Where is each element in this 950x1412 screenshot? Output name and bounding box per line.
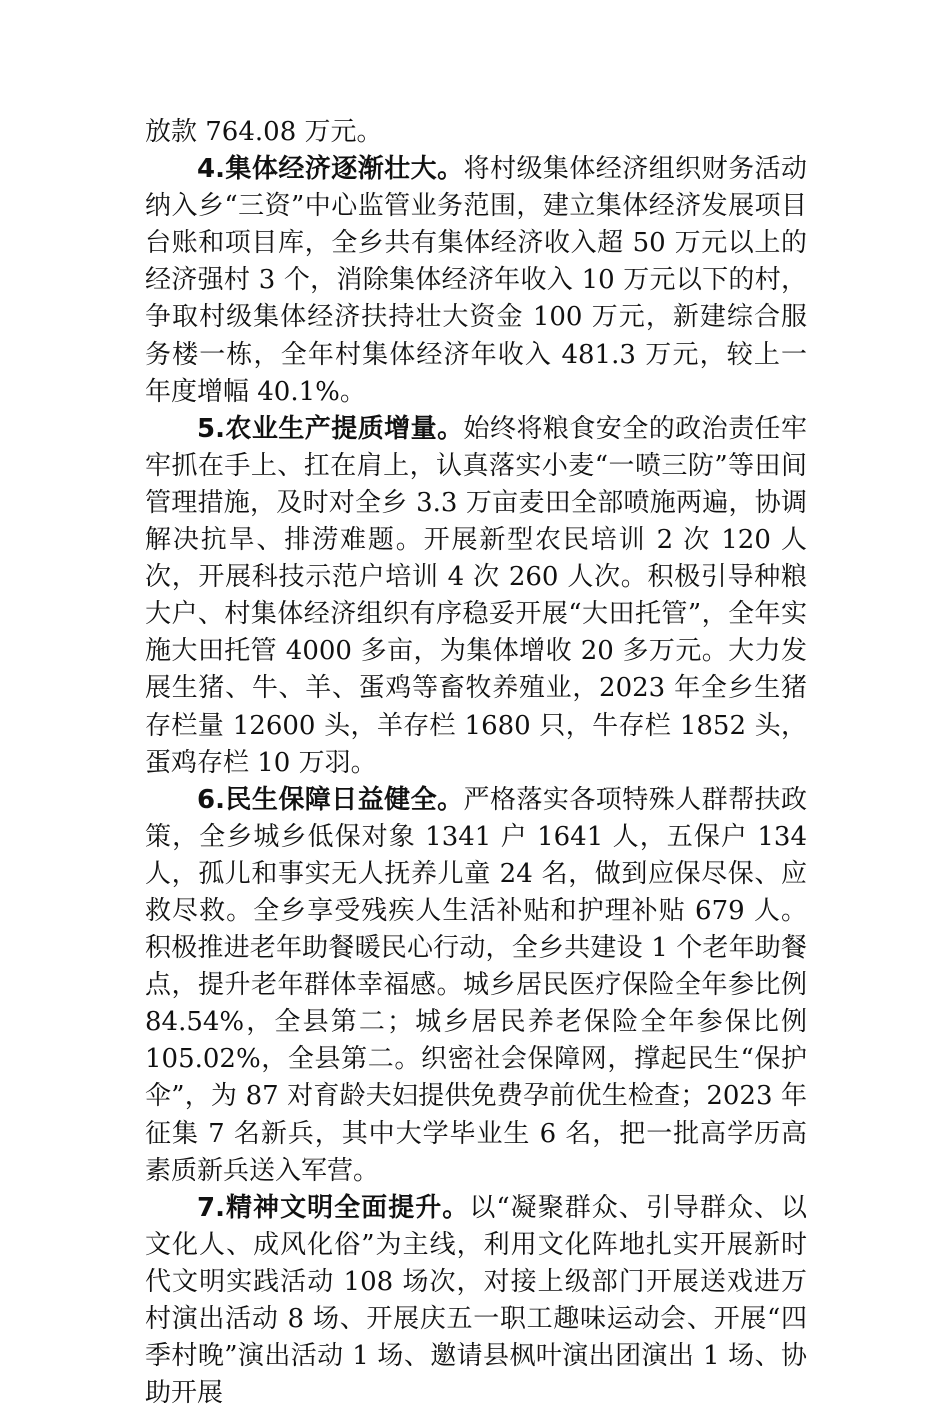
paragraph-agriculture [145,411,807,782]
paragraph-text: 将村级集体经济组织财务活动纳入乡“三资”中心监管业务范围，建立集体经济发展项目台账和项目库，全乡共有集体经济收入超 50 万元以上的经济强村 3 个，消除集体经济年收入 10 万元以下的村，争取村级集体经济扶持壮大资金 100 万元，新建综合服务楼一栋，全年村集体经济年收入 481.3 万元，较上一年度增幅 40.1%。 [145,154,807,407]
paragraph-heading: 6.民生保障日益健全。 [197,784,464,815]
paragraph-livelihood [145,782,807,1190]
paragraph-heading: 4.集体经济逐渐壮大。 [197,154,464,185]
paragraph-civilization [145,1190,807,1412]
paragraph-heading: 5.农业生产提质增量。 [197,413,464,444]
paragraph-text: 严格落实各项特殊人群帮扶政策，全乡城乡低保对象 1341 户 1641 人，五保户 134 人，孤儿和事实无人抚养儿童 24 名，做到应保尽保、应救尽救。全乡享受残疾人生活补贴和护理补贴 679 人。积极推进老年助餐暖民心行动，全乡共建设 1 个老年助餐点，提升老年群体幸福感。城乡居民医疗保险全年参比例 84.54%，全县第二；城乡居民养老保险全年参保比例 105.02%，全县第二。织密社会保障网，撑起民生“保护伞”，为 87 对育龄夫妇提供免费孕前优生检查；2023 年征集 7 名新兵，其中大学毕业生 6 名，把一批高学历高素质新兵送入军营。 [145,784,807,1186]
paragraph-text: 始终将粮食安全的政治责任牢牢抓在手上、扛在肩上，认真落实小麦“一喷三防”等田间管理措施，及时对全乡 3.3 万亩麦田全部喷施两遍，协调解决抗旱、排涝难题。开展新型农民培训 2 次 120 人次，开展科技示范户培训 4 次 260 人次。积极引导种粮大户、村集体经济组织有序稳妥开展“大田托管”，全年实施大田托管 4000 多亩，为集体增收 20 多万元。大力发展生猪、牛、羊、蛋鸡等畜牧养殖业，2023 年全乡生猪存栏量 12600 头，羊存栏 1680 只，牛存栏 1852 头，蛋鸡存栏 10 万羽。 [145,413,807,778]
paragraph-continuation [145,114,807,151]
paragraph-text: 放款 764.08 万元。 [145,117,383,147]
paragraph-heading: 7.精神文明全面提升。 [197,1192,470,1223]
document-body [145,114,807,1412]
paragraph-collective-economy [145,151,807,411]
paragraph-text: 以“凝聚群众、引导群众、以文化人、成风化俗”为主线，利用文化阵地扎实开展新时代文明实践活动 108 场次，对接上级部门开展送戏进万村演出活动 8 场、开展庆五一职工趣味运动会、开展“四季村晚”演出活动 1 场、邀请县枫叶演出团演出 1 场、协助开展 [145,1192,808,1409]
